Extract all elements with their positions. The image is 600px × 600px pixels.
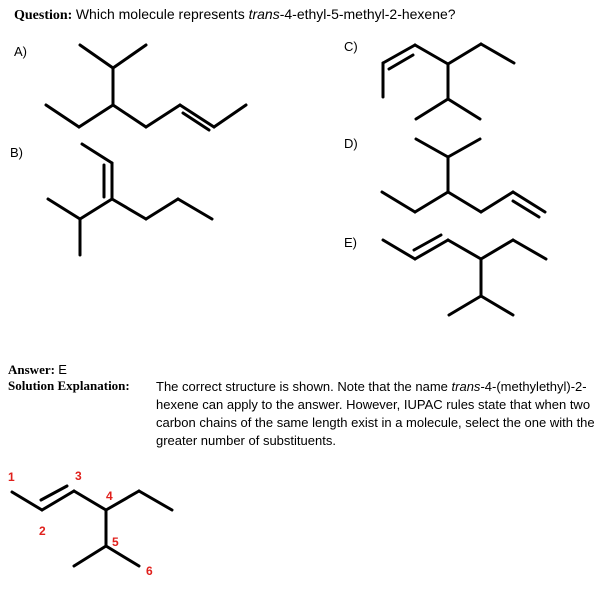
option-d-label: D) — [344, 136, 358, 151]
carbon-number-6: 6 — [146, 564, 153, 578]
molecule-answer — [12, 486, 172, 566]
solution-label: Solution Explanation: — [8, 378, 130, 393]
carbon-number-3: 3 — [75, 469, 82, 483]
molecule-d — [382, 139, 545, 217]
answer — [8, 362, 67, 378]
molecule-e — [383, 235, 546, 315]
carbon-number-5: 5 — [112, 535, 119, 549]
carbon-number-4: 4 — [106, 489, 113, 503]
answer-value: E — [58, 362, 67, 377]
molecule-b — [48, 144, 212, 255]
molecule-c — [383, 44, 514, 119]
solution-text-italic: trans — [451, 379, 481, 394]
carbon-number-1: 1 — [8, 470, 15, 484]
option-b-label: B) — [10, 145, 23, 160]
solution-text — [156, 378, 596, 450]
question-text-italic: trans — [248, 6, 280, 22]
solution-text-end: -4-(methylethyl)-2-hexene can apply to the answer. However, IUPAC rules state that when two carbon chains of the same length exist in a molecule, select the one with the greater number of substituents. — [156, 379, 595, 448]
molecule-a — [46, 45, 246, 130]
carbon-number-2: 2 — [39, 524, 46, 538]
question-text-end: -4-ethyl-5-methyl-2-hexene? — [279, 6, 456, 22]
answer-label: Answer: — [8, 362, 55, 377]
option-c-label: C) — [344, 39, 358, 54]
solution-text-start: The correct structure is shown. Note that the name — [156, 379, 452, 394]
question-text-start: Which molecule represents — [75, 6, 249, 22]
option-e-label: E) — [344, 235, 357, 250]
question-label: Question: — [14, 8, 73, 23]
option-a-label: A) — [14, 44, 27, 59]
